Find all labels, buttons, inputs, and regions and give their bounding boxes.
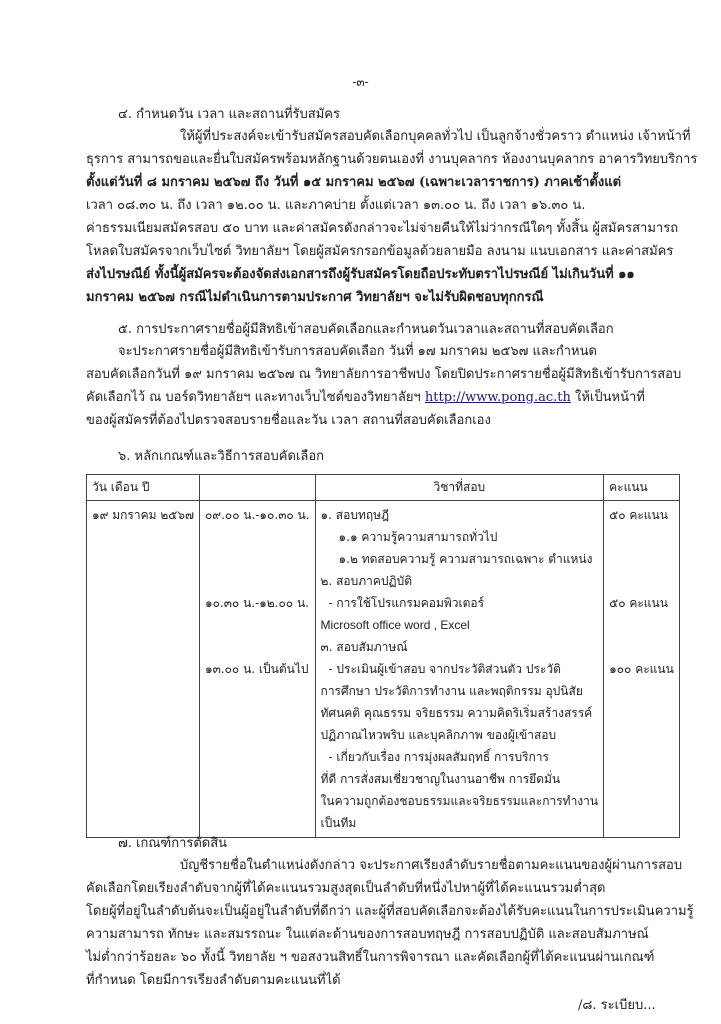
section-7-line: ที่กำหนด โดยมีการเรียงลำดับตามคะแนนที่ได้ (86, 973, 341, 988)
section-4-line: ส่งไปรษณีย์ ทั้งนี้ผู้สมัครจะต้องจัดส่งเอกสารถึงผู้รับสมัครโดยถือประทับตราไปรษณีย์ ไม่เกินวันที่ ๑๑ (86, 267, 635, 282)
score-practical: ๕๐ คะแนน (609, 596, 668, 610)
subject-item: - การใช้โปรแกรมคอมพิวเตอร์ (328, 596, 485, 610)
subject-item: เป็นทีม (320, 816, 357, 830)
exam-date: ๑๙ มกราคม ๒๕๖๗ (92, 508, 194, 522)
section-4-line: มกราคม ๒๕๖๗ กรณีไม่ดำเนินการตามประกาศ วิทยาลัยฯ จะไม่รับผิดชอบทุกกรณี (86, 290, 544, 305)
subject-item: ๒. สอบภาคปฏิบัติ (320, 574, 412, 588)
subject-item: ที่ดี การสั่งสมเชี่ยวชาญในงานอาชีพ การยึดมั่น (320, 772, 561, 786)
subject-item: ๑. สอบทฤษฎี (320, 508, 390, 522)
college-website-link[interactable]: http://www.pong.ac.th (424, 390, 571, 405)
section-4-line: ให้ผู้ที่ประสงค์จะเข้ารับสมัครสอบคัดเลือกบุคคลทั่วไป เป็นลูกจ้างชั่วคราว ตำแหน่ง เจ้าหน้าที่ (180, 129, 691, 144)
section-4-line: เวลา ๐๘.๓๐ น. ถึง เวลา ๑๒.๐๐ น. และภาคบ่าย ตั้งแต่เวลา ๑๓.๐๐ น. ถึง เวลา ๑๖.๓๐ น. (86, 198, 586, 213)
section-7-heading: ๗. เกณฑ์การตัดสิน (118, 836, 228, 851)
header-subject: วิชาที่สอบ (315, 475, 604, 501)
subject-item: ปฏิภาณไหวพริบ และบุคลิกภาพ ของผู้เข้าสอบ (320, 728, 557, 742)
section-4-line: ตั้งแต่วันที่ ๘ มกราคม ๒๕๖๗ ถึง วันที่ ๑๕ มกราคม ๒๕๖๗ (เฉพาะเวลาราชการ) ภาคเช้าตั้งแต่ (86, 175, 622, 190)
subject-item: ๓. สอบสัมภาษณ์ (320, 640, 408, 654)
table-row (87, 501, 680, 838)
subject-item: - เกี่ยวกับเรื่อง การมุ่งผลสัมฤทธิ์ การบริการ (328, 750, 549, 764)
header-date: วัน เดือน ปี (87, 475, 200, 501)
subject-item: Microsoft office word , Excel (320, 618, 470, 632)
subject-item: ๑.๒ ทดสอบความรู้ ความสามารถเฉพาะ ตำแหน่ง (338, 552, 593, 566)
section-7-line: ความสามารถ ทักษะ และสมรรถนะ ในแต่ละด้านของการสอบทฤษฎี การสอบปฏิบัติ และสอบสัมภาษณ์ (86, 927, 649, 942)
section-5-line: ของผู้สมัครที่ต้องไปตรวจสอบรายชื่อและวัน เวลา สถานที่สอบคัดเลือกเอง (86, 413, 491, 428)
score-interview: ๑๐๐ คะแนน (609, 662, 674, 676)
section-4-line: ธุรการ สามารถขอและยื่นใบสมัครพร้อมหลักฐานด้วยตนเองที่ งานบุคลากร ห้องงานบุคลากร อาคารวิทยบริการ (86, 152, 698, 167)
header-score: คะแนน (604, 475, 680, 501)
exam-schedule-table (86, 474, 680, 838)
header-time (199, 475, 315, 501)
subject-item: - ประเมินผู้เข้าสอบ จากประวัติส่วนตัว ประวัติ (328, 662, 561, 676)
section-6-heading: ๖. หลักเกณฑ์และวิธีการสอบคัดเลือก (118, 449, 325, 464)
exam-subject-cell (315, 501, 604, 838)
subject-item: ในความถูกต้องชอบธรรมและจริยธรรมและการทำงาน (320, 794, 599, 808)
section-5-line: จะประกาศรายชื่อผู้มีสิทธิเข้ารับการสอบคัดเลือก วันที่ ๑๗ มกราคม ๒๕๖๗ และกำหนด (118, 344, 597, 359)
page-number: -๓- (352, 75, 369, 89)
subject-item: ๑.๑ ความรู้ความสามารถทั่วไป (338, 530, 498, 544)
exam-time-3: ๑๓.๐๐ น. เป็นต้นไป (204, 662, 309, 676)
exam-time-1: ๐๙.๐๐ น.-๑๐.๓๐ น. (204, 508, 310, 522)
subject-item: การศึกษา ประวัติการทำงาน และพฤติกรรม อุปนิสัย (320, 684, 583, 698)
exam-time-2: ๑๐.๓๐ น.-๑๒.๐๐ น. (204, 596, 309, 610)
section-5-line (86, 387, 645, 409)
section-5-heading: ๕. การประกาศรายชื่อผู้มีสิทธิเข้าสอบคัดเลือกและกำหนดวันเวลาและสถานที่สอบคัดเลือก (118, 322, 614, 337)
score-theory: ๕๐ คะแนน (609, 508, 668, 522)
section-5-line: สอบคัดเลือกวันที่ ๑๙ มกราคม ๒๕๖๗ ณ วิทยาลัยการอาชีพปง โดยปิดประกาศรายชื่อผู้มีสิทธิเข้ารับการสอบ (86, 367, 682, 382)
exam-time-cell (199, 501, 315, 838)
section-7-line: บัญชีรายชื่อในตำแหน่งดังกล่าว จะประกาศเรียงลำดับรายชื่อตามคะแนนของผู้ผ่านการสอบ (180, 858, 683, 873)
section-4-line: ค่าธรรมเนียมสมัครสอบ ๕๐ บาท และค่าสมัครดังกล่าวจะไม่จ่ายคืนให้ไม่ว่ากรณีใดๆ ทั้งสิ้น ผู้สมัครสามารถ (86, 221, 679, 236)
section-7-line: ไม่ต่ำกว่าร้อยละ ๖๐ ทั้งนี้ วิทยาลัย ฯ ขอสงวนสิทธิ์ในการพิจารณา และคัดเลือกผู้ที่ได้คะแนนผ่านเกณฑ์ (86, 950, 655, 965)
section-4-heading: ๔. กำหนดวัน เวลา และสถานที่รับสมัคร (118, 107, 340, 122)
section-5-line-text: คัดเลือกไว้ ณ บอร์ดวิทยาลัยฯ และทางเว็บไซต์ของวิทยาลัยฯ (86, 390, 421, 405)
table-header-row (87, 475, 680, 501)
exam-score-cell (604, 501, 680, 838)
section-4-line: โหลดใบสมัครจากเว็บไซต์ วิทยาลัยฯ โดยผู้สมัครกรอกข้อมูลด้วยลายมือ ลงนาม แนบเอกสาร และค่าสมัคร (86, 244, 674, 259)
exam-date-cell (87, 501, 200, 838)
section-5-line-text: ให้เป็นหน้าที่ (575, 390, 645, 405)
section-7-line: คัดเลือกโดยเรียงลำดับจากผู้ที่ได้คะแนนรวมสูงสุดเป็นลำดับที่หนึ่งไปหาผู้ที่ได้คะแนนรวมต่ำสุด (86, 881, 606, 896)
next-page-catchword: /๘. ระเบียบ... (578, 998, 656, 1013)
subject-item: ทัศนคติ คุณธรรม จริยธรรม ความคิดริเริ่มสร้างสรรค์ (320, 706, 593, 720)
section-7-line: โดยผู้ที่อยู่ในลำดับต้นจะเป็นผู้อยู่ในลำดับที่ดีกว่า และผู้ที่สอบคัดเลือกจะต้องได้รับคะแนนในการประเมินความรู้ (86, 904, 694, 919)
